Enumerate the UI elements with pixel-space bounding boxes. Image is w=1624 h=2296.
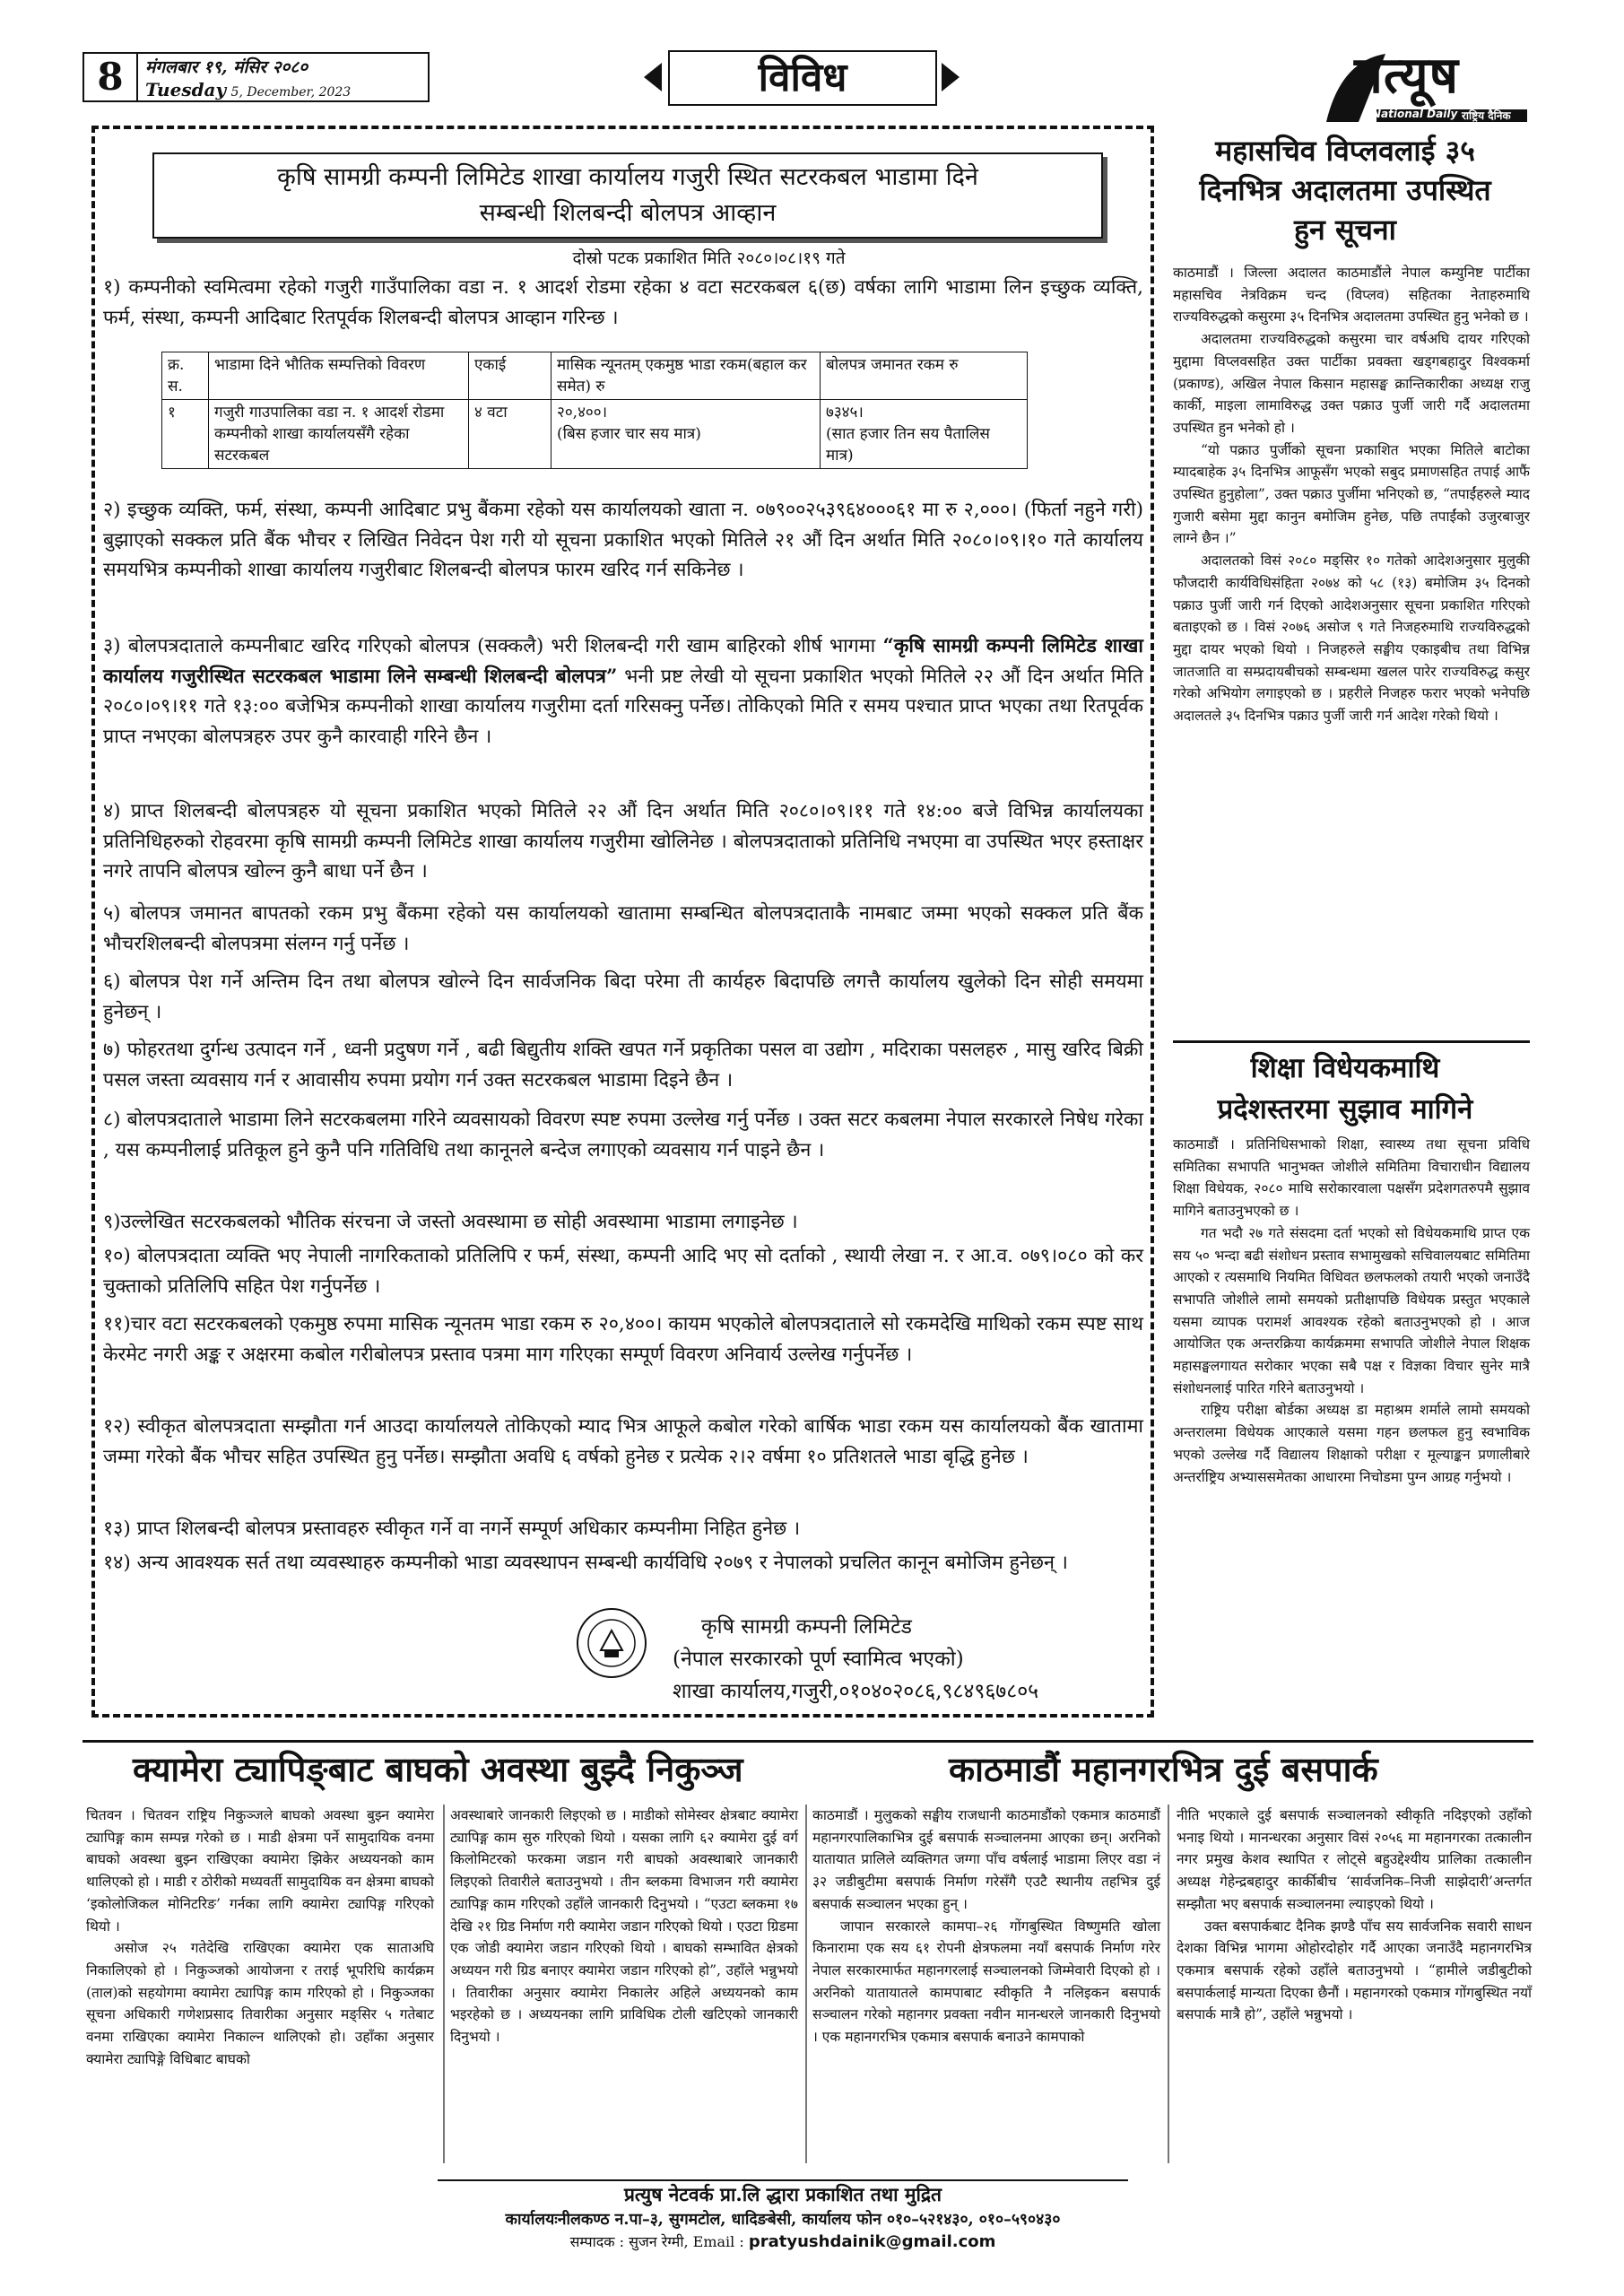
signature-office: शाखा कार्यालय,गजुरी,०१०४०२०८६,९८४९६७८०५: [673, 1680, 1039, 1703]
footer-publisher: प्रत्युष नेटवर्क प्रा.लि द्धारा प्रकाशित तथा मुद्रित: [623, 2183, 942, 2205]
footer-editor: सम्पादक : सुजन रेग्मी, Email : pratyushdainik@gmail.com: [569, 2232, 996, 2251]
headline-bus-parks: काठमाडौं महानगरभित्र दुई बसपार्क: [949, 1749, 1378, 1789]
story-tiger-col-1: चितवन । चितवन राष्ट्रिय निकुञ्जले बाघको अवस्था बुझ्न क्यामेरा ट्यापिङ्ग काम सम्पन्न गरेको छ । माडी क्षेत्रमा पर्ने सामुदायिक वनमा बाघको अवस्था बुझ्न राखिएका क्यामेरा झिकेर अध्ययनको काम थालिएको हो । माडी र ठोरीको मध्यवर्ती सामुदायिक वन क्षेत्रमा बाघको ‘इकोलोजिकल मोनिटरिङ’ गर्नका लागि क्यामेरा ट्यापिङ्ग गरिएको थियो । असोज २५ गतेदेखि राखिएका क्यामेरा एक साताअघि निकालिएको हो । निकुञ्जको आयोजना र तराई भूपरिधि कार्यक्रम (ताल)को सहयोगमा क्यामेरा ट्यापिङ्ग काम गरिएको हो । निकुञ्जका सूचना अधिकारी गणेशप्रसाद तिवारीका अनुसार मङ्सिर ५ गतेबाट वनमा राखिएका क्यामेरा निकाल्न थालिएको हो। उहाँका अनुसार क्यामेरा ट्यापिङ्गे विधिबाट बाघको: [86, 1807, 434, 2067]
story-buspark-col-2: नीति भएकाले दुई बसपार्क सञ्चालनको स्वीकृति नदिइएको उहाँको भनाइ थियो । मानन्धरका अनुसार विसं २०५६ मा महानगरका तत्कालीन नगर प्रमुख केशव स्थापित र लोट्से बहुउद्देश्यीय प्रालिका तत्कालीन अध्यक्ष गेहेन्द्रबहादुर कार्कीबीच ‘सार्वजनिक–निजी साझेदारी’अन्तर्गत सम्झौता भए बसपार्क सञ्चालनमा ल्याइएको थियो । उक्त बसपार्कबाट दैनिक झण्डै पाँच सय सार्वजनिक सवारी साधन देशका विभिन्न भागमा ओहोरदोहोर गर्दै आएका जनाउँदै महानगरभित्र एकमात्र बसपार्क रहेको उहाँले बताउनुभयो । “हामीले जडीबुटीको बसपार्कलाई मान्यता दिएका छैनौं । महानगरको एकमात्र गोंगबुस्थित नयाँ बसपार्क मात्रै हो”, उहाँले भन्नुभयो ।: [1177, 1807, 1533, 2023]
bottom-divider: [83, 1740, 1533, 1743]
notice-clause-1: १) कम्पनीको स्वमित्वमा रहेको गजुरी गाउँपालिका वडा न. १ आदर्श रोडमा रहेका ४ वटा सटरकबल ६(छ) वर्षका लागि भाडामा लिन इच्छुक व्यक्ति, फर्म, संस्था, कम्पनी आदिबाट रितपूर्वक शिलबन्दी बोलपत्र आव्हान गरिन्छ ।: [103, 276, 1143, 329]
issue-date: [138, 52, 430, 102]
notice-clause-7: ७) फोहरतथा दुर्गन्ध उत्पादन गर्ने , ध्वनी प्रदुषण गर्ने , बढी बिद्युतीय शक्ति खपत गर्ने प्रकृतिका पसल वा उद्योग , मदिराका पसलहरु , मासु खरिद बिक्री पसल जस्ता व्यवसाय गर्न र आवासीय रुपमा प्रयोग गर्न उक्त सटरकबल भाडामा दिइने छैन ।: [103, 1039, 1143, 1091]
headline-education-bill: शिक्षा विधेयकमाथि प्रदेशस्तरमा सुझाव मागिने: [1217, 1052, 1473, 1126]
headline-biplav-notice: महासचिव विप्लवलाई ३५ दिनभित्र अदालतमा उपस्थित हुन सूचना: [1199, 134, 1491, 247]
story-biplav: काठमाडौं । जिल्ला अदालत काठमाडौंले नेपाल कम्युनिष्ट पार्टीका महासचिव नेत्रविक्रम चन्द (विप्लव) सहितका नेताहरुमाथि राज्यविरुद्धको कसुरमा ३५ दिनभित्र अदालतमा उपस्थित हुनु भनेको छ । अदालतमा राज्यविरुद्धको कसुरमा चार वर्षअघि दायर गरिएको मुद्दामा विप्लवसहित उक्त पार्टीका प्रवक्ता खड्गबहादुर विश्वकर्मा (प्रकाण्ड), अखिल नेपाल किसान महासङ्घ क्रान्तिकारीका अध्यक्ष राजु कार्की, माइला लामाविरुद्ध उक्त पक्राउ पुर्जी जारी गर्दै अदालतमा उपस्थित हुन भनेको हो । “यो पक्राउ पुर्जीको सूचना प्रकाशित भएका मितिले बाटोका म्यादबाहेक ३५ दिनभित्र आफूसँग भएको सबुद प्रमाणसहित तपाई आफैं उपस्थित हुनुहोला”, उक्त पक्राउ पुर्जीमा भनिएको छ, “तपाईंहरुले म्याद गुजारी बसेमा मुद्दा कानुन बमोजिम हुनेछ, पछि तपाईंको उजुरबाजुर लाग्ने छैन ।” अदालतको विसं २०८० मङ्सिर १० गतेको आदेशअनुसार मुलुकी फौजदारी कार्यविधिसंहिता २०७४ को ५८ (१३) बमोजिम ३५ दिनको पक्राउ पुर्जी जारी गर्न दिएको आदेशअनुसार सूचना प्रकाशित गरिएको बताइएको छ । विसं २०७६ असोज ९ गते निजहरुमाथि राज्यविरुद्धको मुद्दा दायर भएको थियो । निजहरुले सङ्घीय एकाइबीच तथा विभिन्न जातजाति वा सम्प्रदायबीचको सम्बन्धमा खलल पारेर राज्यविरुद्ध कसुर गरेको अभियोग लगाइएको छ । प्रहरीले निजहरु फरार भएको भनेपछि अदालतले ३५ दिनभित्र पक्राउ पुर्जी जारी गर्न आदेश गरेको थियो ।: [1173, 265, 1530, 725]
page-number: 8: [83, 52, 138, 102]
story-education-bill: काठमाडौं । प्रतिनिधिसभाको शिक्षा, स्वास्थ्य तथा सूचना प्रविधि समितिका सभापति भानुभक्त जोशीले समितिमा विचाराधीन विद्यालय शिक्षा विधेयक, २०८० माथि सरोकारवाला पक्षसँग प्रदेशगतरुपमै सुझाव मागिने बताउनुभएको छ । गत भदौ २७ गते संसदमा दर्ता भएको सो विधेयकमाथि प्राप्त एक सय ५० भन्दा बढी संशोधन प्रस्ताव सभामुखको सचिवालयबाट समितिमा आएको र त्यसमाथि नियमित विधिवत छलफलको तयारी भएको जनाउँदै सभापति जोशीले लामो समयको प्रतीक्षापछि विधेयक प्रस्तुत भएकाले यसमा व्यापक परामर्श आवश्यक रहेको बताउनुभएको हो । आज आयोजित एक अन्तरक्रिया कार्यक्रममा सभापति जोशीले नेपाल शिक्षक महासङ्घलगायत सरोकार भएका सबै पक्ष र विज्ञका विचार सुनेर मात्रै संशोधनलाई पारित गरिने बताउनुभयो । राष्ट्रिय परीक्षा बोर्डका अध्यक्ष डा महाश्रम शर्माले लामो समयको अन्तरालमा विधेयक आएकाले यसमा गहन छलफल हुनु स्वभाविक भएको उल्लेख गर्दै विद्यालय शिक्षाको परीक्षा र मूल्याङ्कन प्रणालीबारे अन्तर्राष्ट्रिय अभ्याससमेतका आधारमा निचोडमा पुग्न आग्रह गर्नुभयो ।: [1173, 1136, 1530, 1485]
notice-clause-8: ८) बोलपत्रदाताले भाडामा लिने सटरकबलमा गरिने व्यवसायको विवरण स्पष्ट रुपमा उल्लेख गर्नु पर्नेछ । उक्त सटर कबलमा नेपाल सरकारले निषेध गरेका , यस कम्पनीलाई प्रतिकूल हुने कुनै पनि गतिविधि तथा कानूनले बन्देज लगाएको व्यवसाय गर्न पाइने छैन ।: [103, 1109, 1143, 1161]
section-right-arrow-icon: [942, 63, 960, 91]
masthead-title: प्रत्यूष: [1354, 46, 1459, 105]
notice-clause-10: १०) बोलपत्रदाता व्यक्ति भए नेपाली नागरिकताको प्रतिलिपि र फर्म, संस्था, कम्पनी आदि भए सो दर्ताको , स्थायी लेखा न. र आ.व. ०७९।०८० को कर चुक्ताको प्रतिलिपि सहित पेश गर्नुपर्नेछ ।: [103, 1245, 1143, 1298]
publication-date: दोस्रो पटक प्रकाशित मिति २०८०।०८।१९ गते: [572, 248, 846, 268]
tender-table: [161, 352, 1028, 469]
notice-clause-14: १४) अन्य आवश्यक सर्त तथा व्यवस्थाहरु कम्पनीको भाडा व्यवस्थापन सम्बन्धी कार्यविधि २०७९ र नेपालको प्रचलित कानून बमोजिम हुनेछन् ।: [103, 1552, 1068, 1574]
masthead-subtitle-en: National Daily: [1372, 108, 1458, 120]
story-divider: [1173, 1040, 1530, 1043]
notice-clause-3: ३) बोलपत्रदाताले कम्पनीबाट खरिद गरिएको बोलपत्र (सक्कलै) भरी शिलबन्दी गरी खाम बाहिरको शीर्ष भागमा “कृषि सामग्री कम्पनी लिमिटेड शाखा कार्यालय गजुरीस्थित सटरकबल भाडामा लिने सम्बन्धी शिलबन्दी बोलपत्र” भनी प्रष्ट लेखी यो सूचना प्रकाशित भएको मितिले २२ औं दिन अर्थात मिति २०८०।०९।११ गते १३:०० बजेभित्र कम्पनीको शाखा कार्यालय गजुरीमा दर्ता गरिसक्नु पर्नेछ। तोकिएको मिति र समय पश्चात प्राप्त भएका तथा रितपूर्वक प्राप्त नभएका बोलपत्रहरु उपर कुनै कारवाही गरिने छैन ।: [103, 635, 1143, 748]
column-divider: [443, 1805, 445, 2163]
footer-email-link[interactable]: pratyushdainik@gmail.com: [748, 2232, 996, 2251]
tender-notice-title: कृषि सामग्री कम्पनी लिमिटेड शाखा कार्यालय गजुरी स्थित सटरकबल भाडामा दिने सम्बन्धी शिलबन्दी बोलपत्र आव्हान: [152, 152, 1103, 239]
notice-clause-6: ६) बोलपत्र पेश गर्ने अन्तिम दिन तथा बोलपत्र खोल्ने दिन सार्वजनिक बिदा परेमा ती कार्यहरु बिदापछि लगत्तै कार्यालय खुलेको दिन सोही समयमा हुनेछन् ।: [103, 970, 1143, 1023]
section-title: विविध: [668, 50, 937, 106]
notice-clause-13: १३) प्राप्त शिलबन्दी बोलपत्र प्रस्तावहरु स्वीकृत गर्ने वा नगर्ने सम्पूर्ण अधिकार कम्पनीमा निहित हुनेछ ।: [103, 1518, 801, 1540]
signature-ownership: (नेपाल सरकारको पूर्ण स्वामित्व भएको): [673, 1648, 964, 1671]
notice-clause-11: ११)चार वटा सटरकबलको एकमुष्ठ रुपमा मासिक न्यूनतम भाडा रकम रु २०,४००। कायम भएकोले बोलपत्रदाताले सो रकमदेखि माथिको रकम स्पष्ट साथ केरमेट नगरी अङ्क र अक्षरमा कबोल गरीबोलपत्र प्रस्ताव पत्रमा माग गरिएका सम्पूर्ण विवरण अनिवार्य उल्लेख गर्नुपर्नेछ ।: [103, 1313, 1143, 1366]
headline-tiger-camera: क्यामेरा ट्यापिङ्बाट बाघको अवस्था बुझ्दै निकुञ्ज: [133, 1749, 743, 1789]
notice-clause-9: ९)उल्लेखित सटरकबलको भौतिक संरचना जे जस्तो अवस्थामा छ सोही अवस्थामा भाडामा लगाइनेछ ।: [103, 1211, 798, 1233]
publisher-footer: [438, 2181, 1128, 2253]
notice-clause-4: ४) प्राप्त शिलबन्दी बोलपत्रहरु यो सूचना प्रकाशित भएको मितिले २२ औं दिन अर्थात मिति २०८०।०९।११ गते १४:०० बजे विभिन्न कार्यालयका प्रतिनिधिहरुको रोहवरमा कृषि सामग्री कम्पनी लिमिटेड शाखा कार्यालय गजुरीमा खोलिनेछ । बोलपत्रदाताको प्रतिनिधि नभएमा वा उपस्थित भएर हस्ताक्षर नगरे तापनि बोलपत्र खोल्न कुनै बाधा पर्ने छैन ।: [103, 800, 1143, 883]
story-buspark-col-1: काठमाडौं । मुलुकको सङ्घीय राजधानी काठमाडौंको एकमात्र काठमाडौं महानगरपालिकाभित्र दुई बसपार्क सञ्चालनमा आएका छन्। अरनिको यातायात प्रालिले व्यक्तिगत जग्गा पाँच वर्षलाई भाडामा लिएर वडा नं ३२ जडीबुटीमा बसपार्क निर्माण गरेसँगै एउटै स्थानीय तहभित्र दुई बसपार्क सञ्चालन भएका हुन् । जापान सरकारले कामपा–२६ गोंगबुस्थित विष्णुमति खोला किनारामा एक सय ६१ रोपनी क्षेत्रफलमा नयाँ बसपार्क निर्माण गरेर नेपाल सरकारमार्फत महानगरलाई सञ्चालनको जिम्मेवारी दिएको हो । अरनिको यातायातले कामपाबाट स्वीकृति नै नलिइकन बसपार्क सञ्चालन गरेको महानगर प्रवक्ता नवीन मानन्धरले जानकारी दिनुभयो । एक महानगरभित्र एकमात्र बसपार्क बनाउने कामपाको: [812, 1807, 1160, 2046]
story-tiger-col-2: अवस्थाबारे जानकारी लिइएको छ । माडीको सोमेस्वर क्षेत्रबाट क्यामेरा ट्यापिङ्ग काम सुरु गरिएको थियो । यसका लागि ६२ क्यामेरा दुई वर्ग किलोमिटरको फरकमा जडान गरी बाघको अवस्थाबारे जानकारी लिइएको तिवारीले बताउनुभयो । तीन ब्लकमा विभाजन गरी क्यामेरा ट्यापिङ्ग काम गरिएको उहाँले जानकारी दिनुभयो । “एउटा ब्लकमा १७ देखि २१ ग्रिड निर्माण गरी क्यामेरा जडान गरिएको थियो । एउटा ग्रिडमा एक जोडी क्यामेरा जडान गरिएको थियो । बाघको सम्भावित क्षेत्रको अध्ययन गरी ग्रिड बनाएर क्यामेरा जडान गरिएको हो”, उहाँले भन्नुभयो । तिवारीका अनुसार क्यामेरा निकालेर अहिले अध्ययनको काम भइरहेको छ । अध्ययनका लागि प्राविधिक टोली खटिएको जानकारी दिनुभयो ।: [450, 1807, 798, 2046]
notice-clause-2: २) इच्छुक व्यक्ति, फर्म, संस्था, कम्पनी आदिबाट प्रभु बैंकमा रहेको यस कार्यालयको खाता न. ०७९००२५३९६४०००६१ मा रु २,०००। (फिर्ता नहुने गरी) बुझाएको सक्कल प्रति बैंक भौचर र लिखित निवेदन पेश गरी यो सूचना प्रकाशित भएको मितिले २१ औं दिन अर्थात मिति २०८०।०९।१० गते कार्यालय समयभित्र कम्पनीको शाखा कार्यालय गजुरीबाट शिलबन्दी बोलपत्र फारम खरिद गर्न सकिनेछ ।: [103, 499, 1143, 582]
masthead-subtitle-np: राष्ट्रिय दैनिक: [1462, 109, 1511, 122]
tender-table-header: क्र. स. भाडामा दिने भौतिक सम्पत्तिको विवरण एकाई मासिक न्यूनतम् एकमुष्ठ भाडा रकम(बहाल कर समेत) रु बोलपत्र जमानत रकम रु: [162, 352, 1028, 400]
section-left-arrow-icon: [644, 63, 662, 91]
issue-date-english: Tuesday 5, December, 2023: [145, 79, 352, 100]
table-row: १ गजुरी गाउपालिका वडा न. १ आदर्श रोडमा कम्पनीको शाखा कार्यालयसँगै रहेका सटरकबल ४ वटा २०,४००। (बिस हजार चार सय मात्र) ७३४५। (सात हजार तिन सय पैतालिस मात्र): [162, 400, 1028, 469]
notice-clause-5: ५) बोलपत्र जमानत बापतको रकम प्रभु बैंकमा रहेको यस कार्यालयको खातामा सम्बन्धित बोलपत्रदाताकै नामबाट जम्मा भएको सक्कल प्रति बैंक भौचरशिलबन्दी बोलपत्रमा संलग्न गर्नु पर्नेछ ।: [103, 902, 1143, 955]
notice-signature: [673, 1611, 1038, 1708]
company-seal-icon: [574, 1605, 649, 1681]
signature-company: कृषि सामग्री कम्पनी लिमिटेड: [701, 1615, 912, 1639]
footer-address: कार्यालयःनीलकण्ठ न.पा–३, सुगमटोल, धादिङबेसी, कार्यालय फोन ०१०–५२१४३०, ०१०–५९०४३०: [505, 2211, 1061, 2229]
column-divider: [805, 1805, 807, 2163]
issue-date-nepali: मंगलबार १९, मंसिर २०८०: [145, 57, 308, 77]
notice-clause-12: १२) स्वीकृत बोलपत्रदाता सम्झौता गर्न आउदा कार्यालयले तोकिएको म्याद भित्र आफूले कबोल गरेको बार्षिक भाडा रकम यस कार्यालयको बैंक खातामा जम्मा गरेको बैंक भौचर सहित उपस्थित हुनु पर्नेछ। सम्झौता अवधि ६ वर्षको हुनेछ र प्रत्येक २।२ वर्षमा १० प्रतिशतले भाडा बृद्धि हुनेछ ।: [103, 1415, 1143, 1468]
column-divider: [1168, 1805, 1169, 2163]
